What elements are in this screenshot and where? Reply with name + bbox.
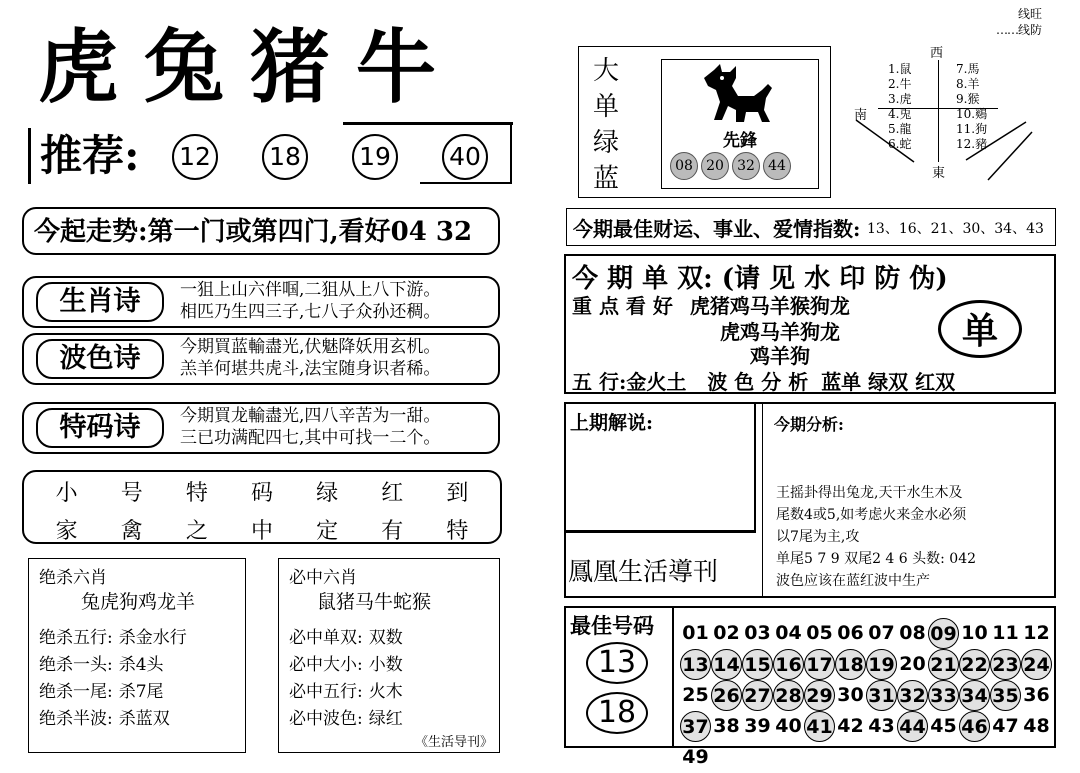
- kill-item: [39, 706, 187, 733]
- slogan-char: 码: [250, 481, 273, 506]
- must-item: [289, 652, 403, 679]
- grid-number: 25: [682, 684, 709, 706]
- analysis-line: 尾数4或5,如考虑火来金水必须: [776, 507, 967, 523]
- zodiac-west: 西: [930, 46, 944, 61]
- recommend-numbers: [172, 134, 502, 180]
- dog-icon: [692, 62, 782, 126]
- grid-number: 30: [837, 684, 864, 706]
- pioneer-char: 绿: [593, 128, 620, 158]
- zodiac-item: 11.狗: [956, 122, 988, 136]
- grid-number: 43: [868, 715, 895, 737]
- kill-title: 绝杀六肖: [39, 568, 107, 588]
- grid-number: 20: [899, 653, 926, 675]
- grid-number: 49: [682, 746, 709, 768]
- pioneer-number: 32: [732, 152, 760, 180]
- grid-number: 05: [806, 622, 833, 644]
- brand-label: 鳳凰生活導刊: [568, 557, 719, 586]
- pioneer-char: 大: [593, 56, 620, 86]
- pioneer-box: [578, 46, 831, 198]
- slogan-char: 中: [250, 519, 273, 544]
- recommend-right-line: [510, 122, 512, 182]
- grid-number: 47: [992, 715, 1019, 737]
- kill-item-value: 杀7尾: [118, 682, 164, 702]
- must-item: [289, 679, 403, 706]
- grid-number: 01: [682, 622, 709, 644]
- grid-number: 45: [930, 715, 957, 737]
- poem-line: 今期買龙輸盡光,四八辛苦为一甜。: [180, 406, 441, 426]
- grid-number: 06: [837, 622, 864, 644]
- circled-number: 09: [928, 618, 959, 649]
- circled-number: 18: [835, 649, 866, 680]
- zodiac-south: 南: [854, 108, 868, 123]
- zodiac-east: 東: [932, 166, 946, 181]
- must-item: [289, 625, 403, 652]
- sd-line1: 虎猪鸡马羊猴狗龙: [689, 294, 850, 318]
- poem-lines: [180, 336, 440, 380]
- recommend-number: 19: [352, 134, 398, 180]
- must-box: [278, 558, 500, 753]
- corner-legend: [980, 6, 1042, 38]
- circled-number: 44: [897, 711, 928, 742]
- pioneer-number: 20: [701, 152, 729, 180]
- poem-line: 羔羊何堪共虎斗,法宝随身识者稀。: [180, 359, 441, 379]
- slogan-char: 有: [381, 519, 404, 544]
- poem-lines: [180, 279, 440, 323]
- circled-number: 16: [773, 649, 804, 680]
- kill-item-key: 绝杀五行:: [39, 628, 113, 648]
- circled-number: 26: [711, 680, 742, 711]
- kill-item-key: 绝杀一头:: [39, 655, 113, 675]
- must-animals: 鼠猪马牛蛇猴: [317, 591, 432, 613]
- source-label: 《生活导刊》: [414, 735, 493, 750]
- sd-wave-values: 蓝单 绿双 红双: [821, 370, 956, 394]
- trend-text: 今起走势:第一门或第四门,看好04 32: [34, 217, 473, 247]
- slogan-char: 禽: [120, 519, 143, 544]
- zodiac-diagonals: [848, 42, 1038, 182]
- analysis-line: 王摇卦得出兔龙,天干水生木及: [776, 485, 963, 501]
- zodiac-item: 4.兎: [888, 107, 912, 121]
- grid-number: 12: [1023, 622, 1050, 644]
- recommend-number: 18: [262, 134, 308, 180]
- slogan-char: 之: [185, 519, 208, 544]
- circled-number: 27: [742, 680, 773, 711]
- grid-number: 36: [1023, 684, 1050, 706]
- sd-line3: 鸡羊狗: [750, 344, 810, 368]
- grid-number: 08: [899, 622, 926, 644]
- grid-number: 04: [775, 622, 802, 644]
- trend-box: [22, 207, 500, 255]
- poem-label: 特码诗: [36, 408, 164, 448]
- best-pick: 18: [586, 692, 648, 734]
- slogan-char: 特: [446, 519, 469, 544]
- circled-number: 14: [711, 649, 742, 680]
- zodiac-item: 7.馬: [956, 62, 980, 76]
- slogan-char: 特: [185, 481, 208, 506]
- poem-label: 波色诗: [36, 339, 164, 379]
- slogan-row-1: [34, 476, 490, 507]
- sd-badge: 单: [938, 300, 1022, 358]
- kill-item-key: 绝杀一尾:: [39, 682, 113, 702]
- zodiac-item: 2.牛: [888, 77, 912, 91]
- slogan-char: 号: [120, 481, 143, 506]
- circled-number: 19: [866, 649, 897, 680]
- pioneer-char: 蓝: [593, 164, 620, 194]
- circled-number: 41: [804, 711, 835, 742]
- circled-number: 13: [680, 649, 711, 680]
- grid-number: 48: [1023, 715, 1050, 737]
- pioneer-numbers: [670, 152, 794, 180]
- legend-guard: ……线防: [995, 23, 1042, 37]
- pioneer-label: 先鋒: [723, 131, 757, 151]
- best-pick: 13: [586, 642, 648, 684]
- circled-number: 34: [959, 680, 990, 711]
- best-divider: [672, 608, 674, 746]
- kill-item-value: 杀金水行: [118, 628, 187, 648]
- fortune-label: 今期最佳财运、事业、爱情指数:: [573, 217, 861, 241]
- recommend-number: 40: [442, 134, 488, 180]
- best-label: 最佳号码: [570, 613, 654, 638]
- zodiac-item: 1.鼠: [888, 62, 912, 76]
- analysis-line: 波色应该在蓝红波中生产: [776, 573, 930, 589]
- recommend-label: 推荐:: [40, 131, 140, 180]
- circled-number: 29: [804, 680, 835, 711]
- analysis-box: [564, 402, 1056, 598]
- slogan-char: 到: [446, 481, 469, 506]
- sd-five-elements: 五 行:金火土: [572, 370, 687, 394]
- poem-line: 今期買蓝輸盡光,伏魅降妖用玄机。: [180, 337, 441, 357]
- kill-item-value: 杀蓝双: [118, 709, 170, 729]
- must-item-key: 必中大小:: [289, 655, 363, 675]
- poem-line: 一狙上山六伴啯,二狙从上八下游。: [180, 280, 441, 300]
- sd-line2: 虎鸡马羊狗龙: [720, 320, 840, 344]
- last-label: 上期解说:: [570, 412, 654, 434]
- grid-number: 03: [744, 622, 771, 644]
- circled-number: 35: [990, 680, 1021, 711]
- circled-number: 31: [866, 680, 897, 711]
- slogan-char: 红: [381, 481, 404, 506]
- main-title: 虎兔猪牛: [38, 20, 462, 114]
- this-label: 今期分析:: [774, 415, 844, 434]
- must-item-key: 必中波色:: [289, 709, 363, 729]
- slogan-row-2: [34, 514, 490, 545]
- sd-title: 今 期 单 双: (请 见 水 印 防 伪): [572, 264, 948, 294]
- circled-number: 15: [742, 649, 773, 680]
- slogan-box: [22, 470, 502, 544]
- circled-number: 28: [773, 680, 804, 711]
- slogan-char: 绿: [316, 481, 339, 506]
- last-period-area: [566, 404, 756, 533]
- kill-item-key: 绝杀半波:: [39, 709, 113, 729]
- must-item-value: 绿红: [368, 709, 403, 729]
- must-item-value: 火木: [368, 682, 403, 702]
- must-item-key: 必中五行:: [289, 682, 363, 702]
- zodiac-item: 6.蛇: [888, 137, 912, 151]
- grid-number: 07: [868, 622, 895, 644]
- fortune-box: [566, 208, 1056, 246]
- slogan-char: 定: [316, 519, 339, 544]
- pioneer-number: 08: [670, 152, 698, 180]
- zodiac-item: 12.豬: [956, 137, 988, 151]
- kill-item-value: 杀4头: [118, 655, 164, 675]
- grid-number: 40: [775, 715, 802, 737]
- kill-animals: 兔虎狗鸡龙羊: [81, 591, 196, 613]
- analysis-line: 以7尾为主,攻: [776, 529, 860, 545]
- zodiac-item: 8.羊: [956, 77, 980, 91]
- circled-number: 17: [804, 649, 835, 680]
- single-double-box: [564, 254, 1056, 394]
- pioneer-inner: [661, 59, 819, 189]
- must-item-value: 双数: [368, 628, 403, 648]
- recommend-number: 12: [172, 134, 218, 180]
- zodiac-item: 3.虎: [888, 92, 912, 106]
- zodiac-chart: [848, 42, 1038, 182]
- grid-number: 02: [713, 622, 740, 644]
- pioneer-vertical: [593, 53, 619, 197]
- must-item: [289, 706, 403, 733]
- analysis-line: 单尾5 7 9 双尾2 4 6 头数: 042: [776, 551, 977, 567]
- poem-line: 相匹乃生四三子,七八子众孙还稠。: [180, 302, 441, 322]
- circled-number: 46: [959, 711, 990, 742]
- fortune-values: 13、16、21、30、34、43: [867, 221, 1044, 237]
- zodiac-item: 9.猴: [956, 92, 980, 106]
- must-title: 必中六肖: [289, 568, 357, 588]
- recommend-top-line: [343, 122, 513, 125]
- poem-line: 三已功满配四七,其中可找一二个。: [180, 428, 441, 448]
- sd-line1-label: 重 点 看 好: [572, 294, 673, 318]
- analysis-divider: [762, 404, 763, 596]
- poem-lines: [180, 405, 440, 449]
- circled-number: 37: [680, 711, 711, 742]
- grid-number: 38: [713, 715, 740, 737]
- must-item-key: 必中单双:: [289, 628, 363, 648]
- number-grid: [680, 618, 1054, 768]
- kill-box: [28, 558, 246, 753]
- best-box: [564, 606, 1056, 768]
- grid-number: 42: [837, 715, 864, 737]
- grid-number: 11: [992, 622, 1019, 644]
- circled-number: 22: [959, 649, 990, 680]
- circled-number: 32: [897, 680, 928, 711]
- recommend-bottom-line: [420, 182, 512, 184]
- grid-number: 10: [961, 622, 988, 644]
- circled-number: 24: [1021, 649, 1052, 680]
- kill-item: [39, 625, 187, 652]
- circled-number: 21: [928, 649, 959, 680]
- zodiac-item: 5.龍: [888, 122, 912, 136]
- must-item-value: 小数: [368, 655, 403, 675]
- slogan-char: 小: [55, 481, 78, 506]
- pioneer-char: 单: [593, 92, 620, 122]
- sd-wave: 波 色 分 析: [707, 370, 809, 394]
- kill-item: [39, 679, 187, 706]
- circled-number: 33: [928, 680, 959, 711]
- slogan-char: 家: [55, 519, 78, 544]
- grid-number: 39: [744, 715, 771, 737]
- circled-number: 23: [990, 649, 1021, 680]
- kill-item: [39, 652, 187, 679]
- pioneer-number: 44: [763, 152, 791, 180]
- zodiac-item: 10.鷄: [956, 107, 988, 121]
- legend-strong: 线旺: [1017, 7, 1042, 21]
- poem-label: 生肖诗: [36, 282, 164, 322]
